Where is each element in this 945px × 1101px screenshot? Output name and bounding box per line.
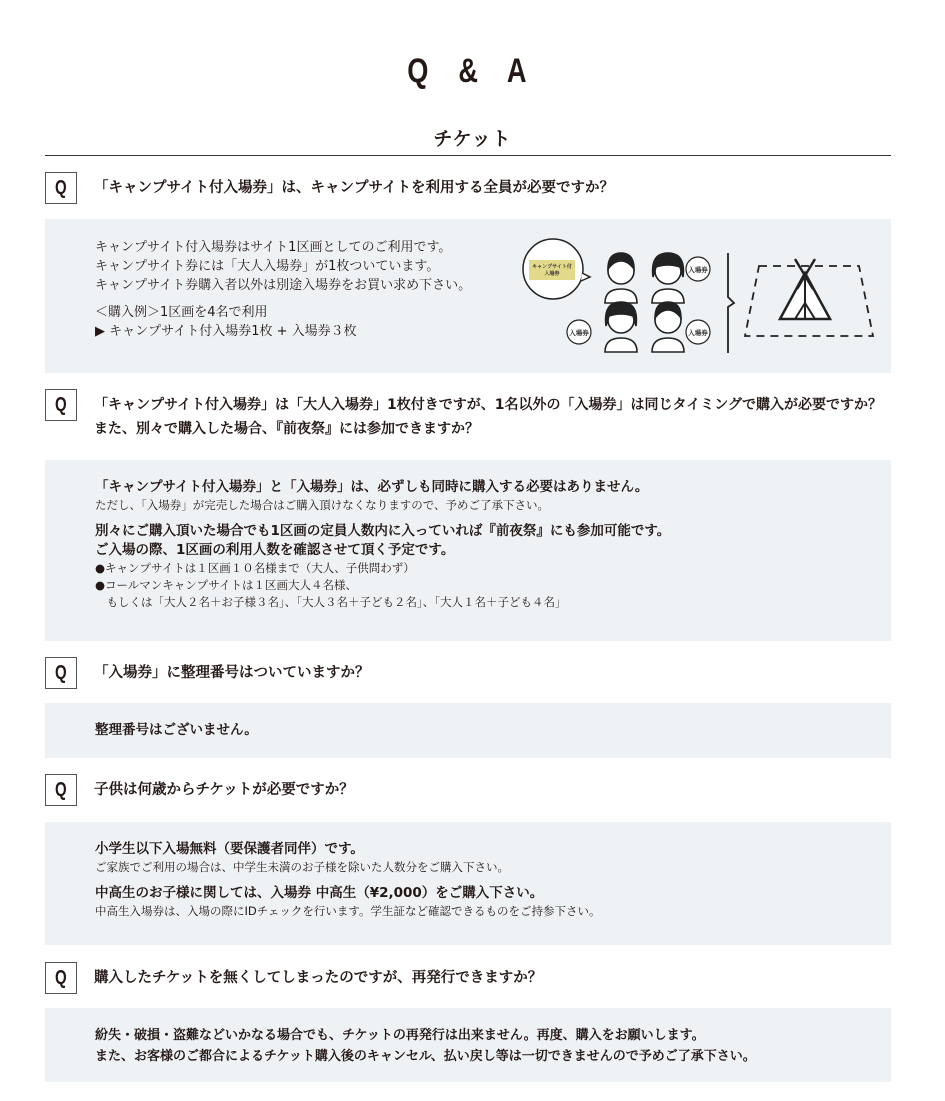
answer-line: 整理番号はございません。 [95, 722, 258, 738]
person-icon [605, 302, 637, 352]
answer-text [95, 238, 471, 341]
faq-question-4 [94, 778, 905, 802]
faq-answer-4 [45, 822, 891, 945]
question-line: 「キャンプサイト付入場券」は、キャンプサイトを利用する全員が必要ですか？ [94, 180, 614, 196]
faq-question-5 [94, 966, 905, 990]
ticket-bubble-icon [686, 257, 710, 281]
person-icon [605, 253, 637, 303]
faq-question-1 [94, 176, 905, 200]
answer-line: ▶ キャンプサイト付入場券1枚 + 入場券３枚 [95, 324, 357, 339]
q-badge [45, 389, 77, 421]
svg-text:キャンプサイト付: キャンプサイト付 [532, 264, 572, 270]
ticket-bubble-icon [567, 320, 591, 344]
q-badge [45, 962, 77, 994]
answer-line: また、お客様のご都合によるチケット購入後のキャンセル、払い戻し等は一切できませんので予めご了承下さい。 [95, 1049, 756, 1064]
brace-icon [728, 253, 734, 353]
answer-line: 「キャンプサイト付入場券」と「入場券」は、必ずしも同時に購入する必要はありません。 [95, 479, 649, 495]
answer-text [95, 840, 600, 920]
faq-answer-2 [45, 460, 891, 641]
svg-text:入場券: 入場券 [569, 329, 589, 337]
answer-line: キャンプサイト券には「大人入場券」が1枚ついています。 [95, 259, 440, 274]
ticket-bubble-icon [523, 239, 590, 299]
ticket-bubble-icon [686, 320, 710, 344]
answer-line: 中高生のお子様に関しては、入場券 中高生（¥2,000）をご購入下さい。 [95, 885, 544, 901]
q-label: Q [55, 393, 67, 416]
answer-line: キャンプサイト券購入者以外は別途入場券をお買い求め下さい。 [95, 278, 472, 293]
answer-line: 小学生以下入場無料（要保護者同伴）です。 [95, 841, 364, 857]
question-line: 購入したチケットを無くしてしまったのですが、再発行できますか？ [94, 970, 543, 986]
faq-answer-3 [45, 703, 891, 758]
faq-question-3 [94, 661, 905, 685]
answer-note: ご家族でご利用の場合は、中学生未満のお子様を除いた人数分をご購入下さい。 [95, 860, 509, 874]
question-line: 子供は何歳からチケットが必要ですか？ [94, 782, 354, 798]
answer-text [95, 1025, 756, 1067]
answer-note: 中高生入場券は、入場の際にIDチェックを行います。学生証など確認できるものをご持参下さい。 [95, 904, 601, 918]
answer-text [95, 478, 670, 611]
answer-line: ご入場の際、1区画の利用人数を確認させて頂く予定です。 [95, 542, 455, 558]
svg-text:入場券: 入場券 [688, 329, 708, 337]
faq-answer-5 [45, 1008, 891, 1082]
q-label: Q [55, 778, 67, 801]
question-line: また、別々で購入した場合、『前夜祭』には参加できますか？ [94, 421, 479, 437]
faq-question-2 [94, 393, 925, 441]
answer-note: ●キャンプサイトは１区画１０名様まで（大人、子供問わず） [95, 561, 415, 575]
section-title: チケット [433, 128, 512, 150]
q-badge [45, 172, 77, 204]
q-badge [45, 774, 77, 806]
svg-text:入場券: 入場券 [544, 271, 560, 277]
person-icon [652, 302, 684, 352]
campsite-illustration [515, 231, 895, 366]
q-label: Q [55, 661, 67, 684]
person-icon [652, 253, 684, 303]
q-badge [45, 657, 77, 689]
q-label: Q [55, 966, 67, 989]
faq-answer-1 [45, 219, 891, 373]
page-title: Q & A [407, 52, 538, 90]
section-divider [45, 155, 891, 156]
svg-text:入場券: 入場券 [688, 266, 708, 274]
answer-line: ＜購入例＞1区画を4名で利用 [95, 305, 268, 320]
answer-note: ●コールマンキャンプサイトは１区画大人４名様、 [95, 578, 357, 592]
q-label: Q [55, 176, 67, 199]
question-line: 「キャンプサイト付入場券」は「大人入場券」1枚付きですが、1名以外の「入場券」は同じタイミングで購入が必要ですか？ [94, 397, 882, 413]
answer-line: 別々にご購入頂いた場合でも1区画の定員人数内に入っていれば『前夜祭』にも参加可能です。 [95, 523, 671, 539]
answer-note: もしくは「大人２名＋お子様３名」、「大人３名＋子ども２名」、「大人１名＋子ども４名」 [95, 595, 567, 609]
answer-line: キャンプサイト付入場券はサイト1区画としてのご利用です。 [95, 240, 452, 255]
tent-icon [745, 259, 873, 336]
question-line: 「入場券」に整理番号はついていますか？ [94, 665, 370, 681]
answer-note: ただし、「入場券」が完売した場合はご購入頂けなくなりますので、予めご了承下さい。 [95, 498, 550, 512]
answer-line: 紛失・破損・盗難などいかなる場合でも、チケットの再発行は出来ません。再度、購入をお願いします。 [95, 1028, 705, 1043]
